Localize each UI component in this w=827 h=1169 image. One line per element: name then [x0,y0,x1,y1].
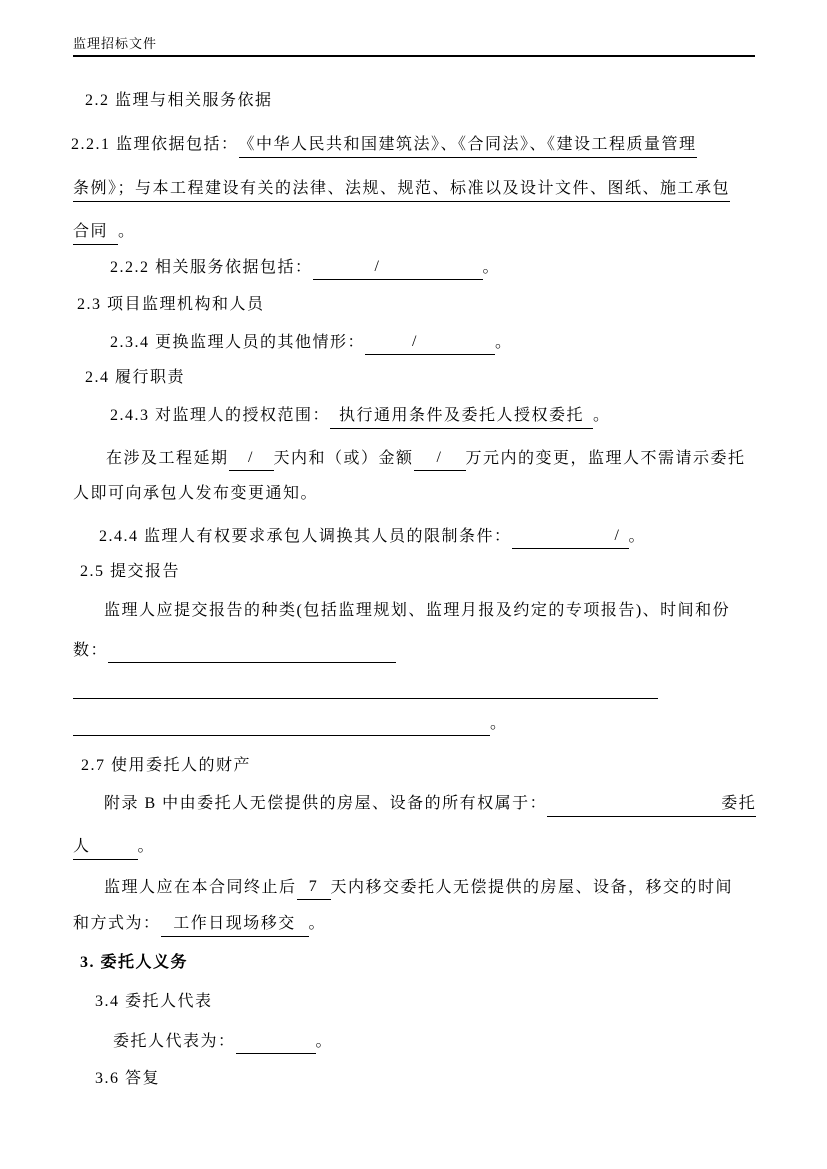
period: 。 [628,528,647,545]
blank-slash: / [607,524,629,549]
filled-blank: 7 [297,875,331,900]
blank-slash: / [368,255,388,280]
section-3-heading: 3. 委托人义务 [80,954,189,971]
period: 。 [315,1033,334,1050]
period: 。 [490,715,508,732]
clause-3-4-line [113,1029,333,1053]
period: 。 [593,407,611,424]
clause-2-4-para-line-2: 人即可向承包人发布变更通知。 [73,485,319,502]
paragraph-text: 万元内的变更，监理人不需请示委托 [465,450,746,467]
blank-field [236,1029,316,1054]
clause-2-5-para-line-2 [73,638,396,662]
blank-line-2 [73,711,508,735]
section-2-7-heading: 2.7 使用委托人的财产 [81,757,252,774]
header-rule [73,55,755,57]
section-2-3-heading: 2.3 项目监理机构和人员 [77,296,265,313]
clause-2-5-para-line-1: 监理人应提交报告的种类(包括监理规划、监理月报及约定的专项报告)、时间和份 [104,602,731,619]
clause-label: 2.2.1 监理依据包括： [71,136,239,153]
clause-2-7-para2-line-1 [104,875,733,899]
period: 。 [495,334,513,351]
paragraph-text: 在涉及工程延期 [106,450,229,467]
filled-text: 工作日现场移交 [161,912,309,937]
clause-2-7-para2-line-2 [73,912,326,936]
section-3-4-heading: 3.4 委托人代表 [95,993,213,1010]
clause-2-2-1-line-1 [71,133,697,157]
clause-label: 2.4.3 对监理人的授权范围： [110,407,331,424]
period: 。 [482,259,501,276]
paragraph-text: 监理人应在本合同终止后 [104,879,297,896]
clause-2-2-1-line-2 [73,177,730,201]
blank-field [91,835,138,860]
paragraph-text: 天内移交委托人无偿提供的房屋、设备，移交的时间 [330,879,734,896]
section-2-5-heading: 2.5 提交报告 [80,563,181,580]
clause-2-7-para1-line-2 [73,835,155,859]
filled-text: 人 [73,835,91,860]
filled-text: 《中华人民共和国建筑法》、《合同法》、《建设工程质量管理 [239,133,697,158]
filled-text: 委托 [721,792,756,817]
clause-label: 委托人代表为： [113,1033,236,1050]
blank-line-1 [73,674,658,698]
blank-field [313,255,368,280]
blank-field [388,255,483,280]
blank-field [365,330,405,355]
clause-label: 2.3.4 更换监理人员的其他情形： [110,334,366,351]
blank-slash: / [414,446,466,471]
clause-2-3-4-line [110,330,513,354]
clause-label: 2.4.4 监理人有权要求承包人调换其人员的限制条件： [99,528,512,545]
clause-2-7-para1-line-1 [104,792,756,816]
blank-field [547,792,721,817]
paragraph-text: 天内和（或）金额 [273,450,414,467]
filled-text: 合同 [73,220,118,245]
clause-2-2-1-line-3 [73,220,136,244]
clause-2-4-4-line [99,524,646,548]
page-header-title: 监理招标文件 [73,36,158,51]
section-2-2-heading: 2.2 监理与相关服务依据 [85,92,273,109]
clause-2-2-2-line [110,255,500,279]
blank-field [73,674,658,699]
blank-field [512,524,607,549]
period: 。 [118,223,136,240]
blank-field [425,330,495,355]
clause-label: 2.2.2 相关服务依据包括： [110,259,313,276]
filled-text: 执行通用条件及委托人授权委托 [330,404,593,429]
paragraph-text: 和方式为： [73,915,161,932]
period: 。 [137,838,156,855]
section-2-4-heading: 2.4 履行职责 [85,369,186,386]
blank-slash: / [405,330,425,355]
blank-field [73,711,490,736]
section-3-6-heading: 3.6 答复 [95,1070,161,1087]
period: 。 [308,915,327,932]
blank-field [108,638,396,663]
blank-slash: / [229,446,274,471]
paragraph-text: 数： [73,642,109,659]
clause-2-4-para-line-1 [106,446,746,470]
clause-2-4-3-line [110,404,611,428]
filled-text: 条例》；与本工程建设有关的法律、法规、规范、标准以及设计文件、图纸、施工承包 [73,177,730,202]
paragraph-text: 附录 B 中由委托人无偿提供的房屋、设备的所有权属于： [104,795,548,812]
